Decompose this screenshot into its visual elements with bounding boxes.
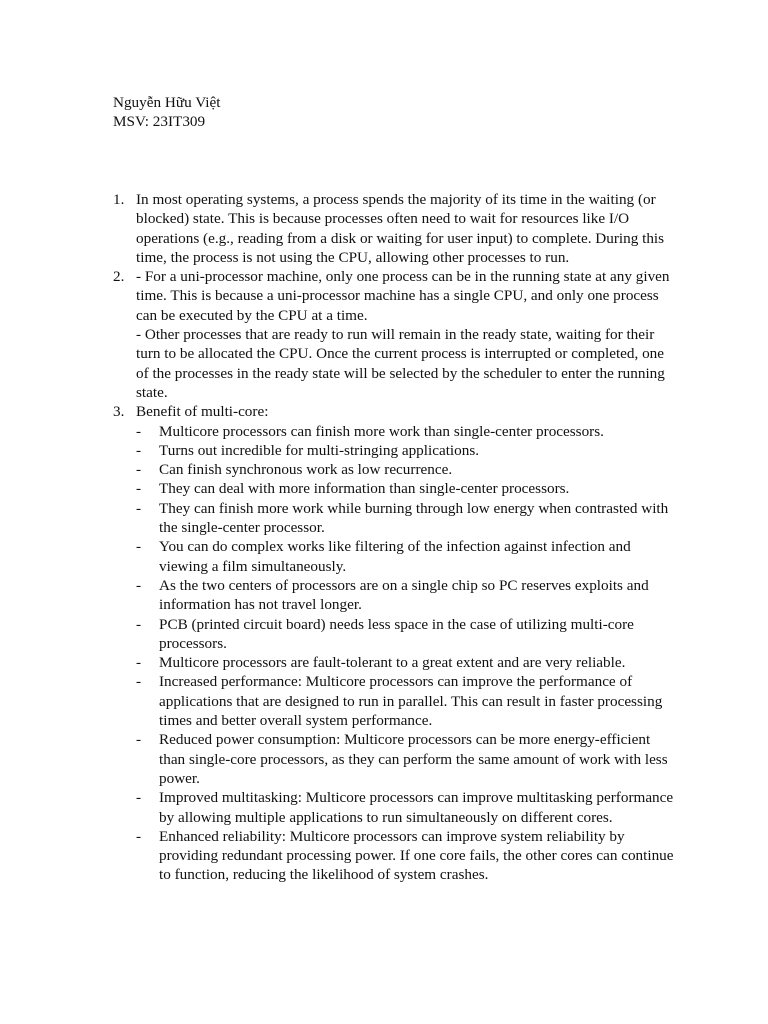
list-item bbox=[136, 441, 678, 460]
bullet-dash: - bbox=[136, 499, 142, 517]
bullet-dash: - bbox=[136, 615, 142, 633]
author-header bbox=[113, 93, 673, 132]
student-id: MSV: 23IT309 bbox=[113, 113, 206, 131]
list-item bbox=[136, 537, 678, 576]
answer-item-1 bbox=[113, 190, 678, 267]
bullet-dash: - bbox=[136, 673, 142, 691]
list-item bbox=[136, 460, 678, 479]
answer-paragraph: In most operating systems, a process spends the majority of its time in the waiting (or blocked) state. This is because processes often need to wait for resources like I/O operations (e.g., reading from a disk or waiting for user input) to complete. During this time, the process is not using the CPU, allowing other processes to run. bbox=[136, 191, 665, 266]
list-item bbox=[136, 653, 678, 672]
list-item bbox=[136, 827, 678, 885]
bullet-text: PCB (printed circuit board) needs less space in the case of utilizing multi-core processors. bbox=[159, 615, 634, 652]
list-item bbox=[136, 730, 678, 788]
bullet-text: You can do complex works like filtering of the infection against infection and viewing a film simultaneously. bbox=[159, 538, 631, 575]
list-item bbox=[136, 479, 678, 498]
list-item bbox=[136, 672, 678, 730]
bullet-text: Reduced power consumption: Multicore processors can be more energy-efficient than single-core processors, as they can perform the same amount of work with less power. bbox=[159, 731, 668, 787]
list-item bbox=[136, 615, 678, 654]
answer-item-3 bbox=[113, 402, 678, 884]
list-item bbox=[136, 422, 678, 441]
bullet-text: Turns out incredible for multi-stringing applications. bbox=[159, 441, 480, 459]
bullet-text: They can deal with more information than single-center processors. bbox=[159, 480, 570, 498]
bullet-text: Improved multitasking: Multicore processors can improve multitasking performance by allowing multiple applications to run simultaneously on different cores. bbox=[159, 789, 674, 826]
answer-number: 1. bbox=[113, 191, 125, 208]
bullet-dash: - bbox=[136, 441, 142, 459]
answer-paragraph: Benefit of multi-core: bbox=[136, 403, 269, 421]
answer-list bbox=[113, 190, 678, 885]
answer-number: 3. bbox=[113, 403, 125, 421]
list-item bbox=[136, 576, 678, 615]
answer-item-2 bbox=[113, 267, 678, 402]
benefit-bullet-list bbox=[136, 422, 678, 885]
bullet-text: Multicore processors are fault-tolerant to a great extent and are very reliable. bbox=[159, 654, 626, 672]
bullet-text: As the two centers of processors are on a single chip so PC reserves exploits and information has not travel longer. bbox=[159, 576, 649, 614]
answer-paragraph: - For a uni-processor machine, only one process can be in the running state at any given time. This is because a uni-processor machine has a single CPU, and only one process can be executed by the CPU at a time. bbox=[136, 268, 670, 324]
bullet-dash: - bbox=[136, 827, 142, 845]
answer-number: 2. bbox=[113, 268, 125, 286]
bullet-dash: - bbox=[136, 538, 142, 556]
bullet-text: Enhanced reliability: Multicore processors can improve system reliability by providing redundant processing power. If one core fails, the other cores can continue to function, reducing the likelihood of system crashes. bbox=[159, 827, 674, 884]
bullet-dash: - bbox=[136, 654, 142, 672]
bullet-text: Multicore processors can finish more work than single-center processors. bbox=[159, 422, 604, 440]
bullet-dash: - bbox=[136, 789, 142, 807]
bullet-text: Increased performance: Multicore processors can improve the performance of applications that are designed to run in parallel. This can result in faster processing times and better overall system performance. bbox=[159, 673, 663, 730]
answer-paragraph: - Other processes that are ready to run will remain in the ready state, waiting for their turn to be allocated the CPU. Once the current process is interrupted or completed, one of the processes in the ready state will be selected by the scheduler to enter the running state. bbox=[136, 326, 665, 401]
bullet-dash: - bbox=[136, 480, 142, 498]
list-item bbox=[136, 788, 678, 827]
bullet-text: Can finish synchronous work as low recurrence. bbox=[159, 461, 453, 479]
author-name: Nguyễn Hữu Việt bbox=[113, 94, 221, 111]
bullet-dash: - bbox=[136, 731, 142, 749]
bullet-text: They can finish more work while burning through low energy when contrasted with the single-center processor. bbox=[159, 499, 669, 537]
bullet-dash: - bbox=[136, 461, 142, 479]
bullet-dash: - bbox=[136, 422, 142, 440]
list-item bbox=[136, 499, 678, 538]
bullet-dash: - bbox=[136, 576, 142, 594]
